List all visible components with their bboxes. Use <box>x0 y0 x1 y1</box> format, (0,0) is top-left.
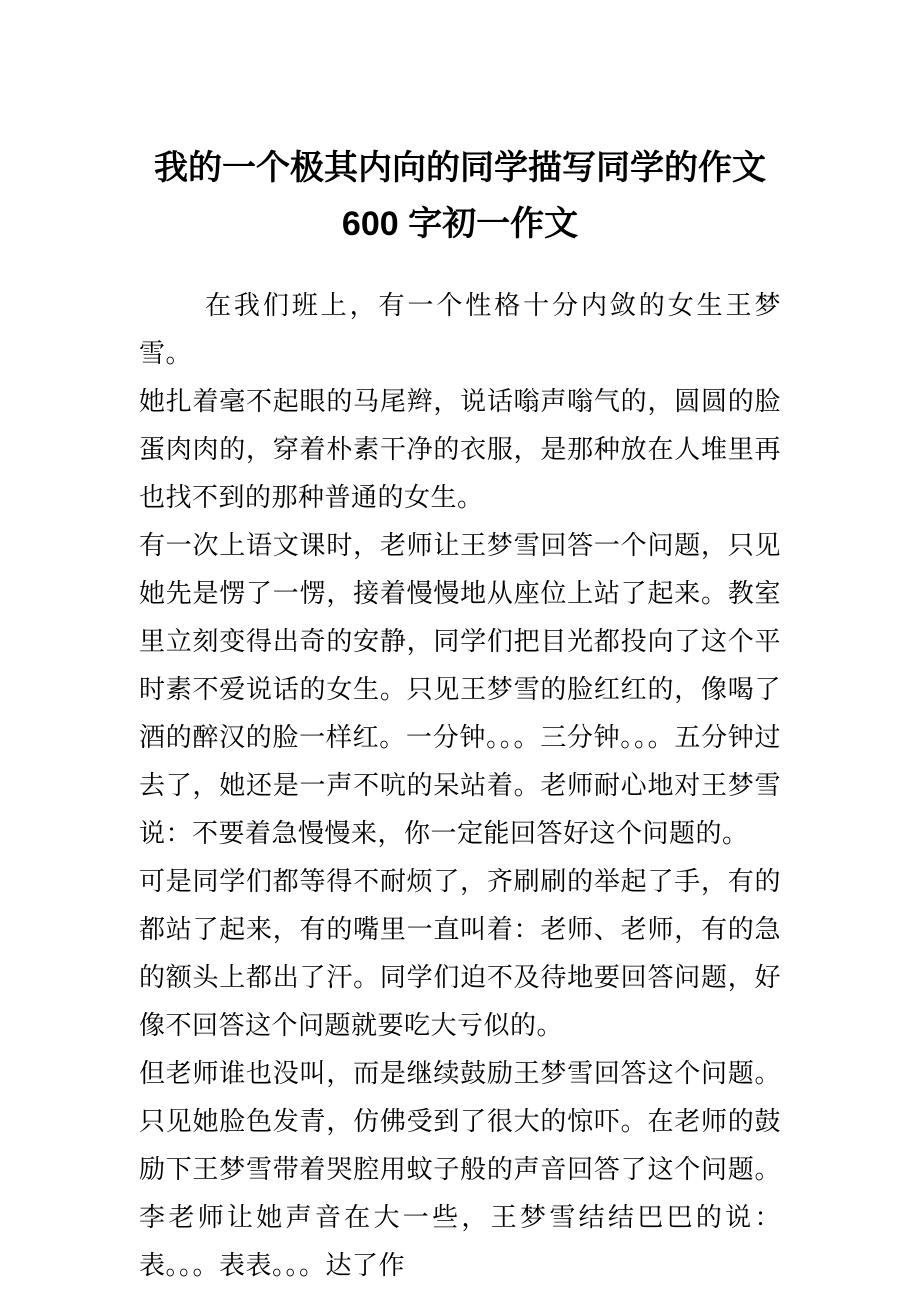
essay-paragraph-5: 但老师谁也没叫，而是继续鼓励王梦雪回答这个问题。只见她脸色发青，仿佛受到了很大的惊吓。在老师的鼓励下王梦雪带着哭腔用蚊子般的声音回答了这个问题。李老师让她声音在大一些，王梦雪结结巴巴的说：表。。。表表。。。达了作 <box>139 1059 781 1280</box>
essay-title-line-1: 我的一个极其内向的同学描写同学的作文 <box>154 149 766 187</box>
essay-paragraph-1: 在我们班上，有一个性格十分内敛的女生王梦雪。 <box>139 291 781 368</box>
essay-title-line-2: 600 字初一作文 <box>341 205 579 243</box>
essay-paragraph-3: 有一次上语文课时，老师让王梦雪回答一个问题，只见她先是愣了一愣，接着慢慢地从座位上站了起来。教室里立刻变得出奇的安静，同学们把目光都投向了这个平时素不爱说话的女生。只见王梦雪的脸红红的，像喝了酒的醉汉的脸一样红。一分钟。。。三分钟。。。五分钟过去了，她还是一声不吭的呆站着。老师耐心地对王梦雪说：不要着急慢慢来，你一定能回答好这个问题的。 <box>139 531 781 848</box>
essay-title <box>0 140 920 252</box>
essay-paragraph-4: 可是同学们都等得不耐烦了，齐刷刷的举起了手，有的都站了起来，有的嘴里一直叫着：老师、老师，有的急的额头上都出了汗。同学们迫不及待地要回答问题，好像不回答这个问题就要吃大亏似的。 <box>139 867 781 1040</box>
essay-body <box>139 282 781 1290</box>
essay-paragraph-2: 她扎着毫不起眼的马尾辫，说话嗡声嗡气的，圆圆的脸蛋肉肉的，穿着朴素干净的衣服，是那种放在人堆里再也找不到的那种普通的女生。 <box>139 387 781 512</box>
